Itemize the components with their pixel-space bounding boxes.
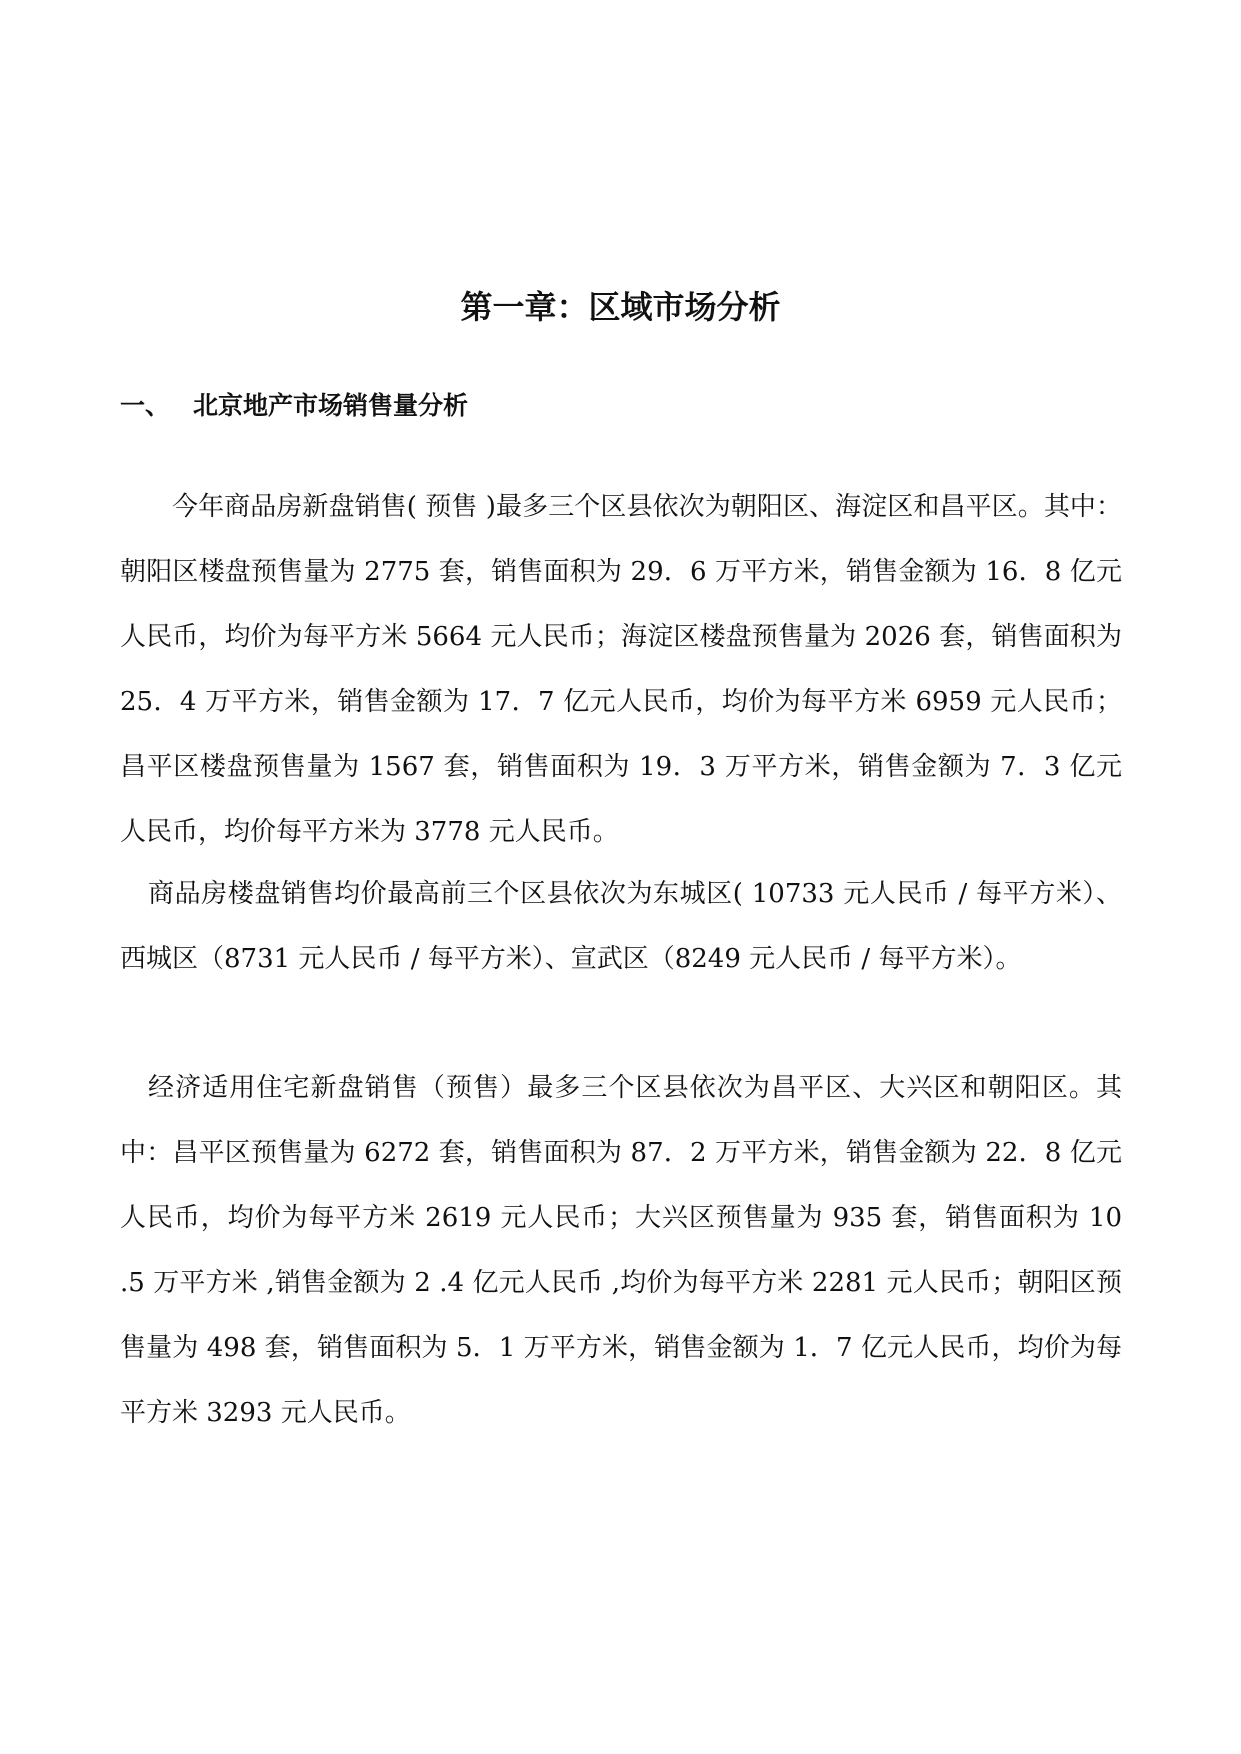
paragraph-commercial-housing-sales: 今年商品房新盘销售( 预售 )最多三个区县依次为朝阳区、海淀区和昌平区。其中：朝阳区楼盘预售量为 2775 套，销售面积为 29．6 万平方米，销售金额为 16．8 亿元人民币，均价为每平方米 5664 元人民币；海淀区楼盘预售量为 2026 套，销售面积为 25．4 万平方米，销售金额为 17．7 亿元人民币，均价为每平方米 6959 元人民币；昌平区楼盘预售量为 1567 套，销售面积为 19．3 万平方米，销售金额为 7．3 亿元人民币，均价每平方米为 3778 元人民币。 — [120, 492, 1122, 847]
section-title: 北京地产市场销售量分析 — [193, 391, 469, 420]
paragraph-affordable-housing-sales: 经济适用住宅新盘销售（预售）最多三个区县依次为昌平区、大兴区和朝阳区。其中：昌平区预售量为 6272 套，销售面积为 87．2 万平方米，销售金额为 22．8 亿元人民币，均价为每平方米 2619 元人民币；大兴区预售量为 935 套，销售面积为 10 .5 万平方米 ,销售金额为 2 .4 亿元人民币 ,均价为每平方米 2281 元人民币；朝阳区预售量为 498 套，销售面积为 5．1 万平方米，销售金额为 1．7 亿元人民币，均价为每平方米 3293 元人民币。 — [120, 1073, 1122, 1428]
section-number: 一、 — [120, 391, 171, 420]
section-heading — [120, 389, 468, 423]
chapter-title: 第一章：区域市场分析 — [460, 288, 781, 326]
paragraph-highest-average-price: 商品房楼盘销售均价最高前三个区县依次为东城区( 10733 元人民币 / 每平方米）、西城区（8731 元人民币 / 每平方米）、宣武区（8249 元人民币 / 每平方米）。 — [120, 879, 1122, 974]
